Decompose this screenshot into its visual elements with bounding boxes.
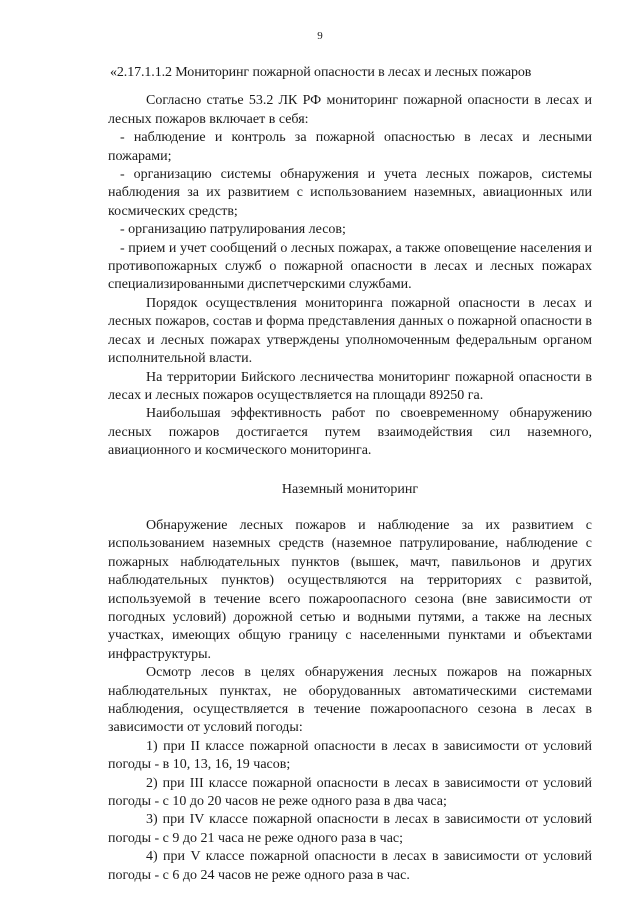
paragraph-area: На территории Бийского лесничества мониторинг пожарной опасности в лесах и лесных пожаров осуществляется на площади 89250 га. bbox=[108, 369, 592, 403]
subheading-ground-monitoring: Наземный мониторинг bbox=[281, 481, 419, 497]
paragraph-efficiency: Наибольшая эффективность работ по своевременному обнаружению лесных пожаров достигается путем взаимодействия сил наземного, авиационного и космического мониторинга. bbox=[108, 406, 592, 459]
class-item: 1) при II классе пожарной опасности в лесах в зависимости от условий погоды - в 10, 13, 16, 19 часов; bbox=[108, 738, 592, 773]
intro-paragraph: Согласно статье 53.2 ЛК РФ мониторинг пожарной опасности в лесах и лесных пожаров включает в себя: bbox=[108, 93, 592, 127]
paragraph-inspection: Осмотр лесов в целях обнаружения лесных пожаров на пожарных наблюдательных пунктах, не оборудованных автоматическими системами наблюдения, осуществляется в течение пожароопасного сезона в лесах в зависимости от условий погоды: bbox=[108, 665, 592, 736]
class-item: 4) при V классе пожарной опасности в лесах в зависимости от условий погоды - с 6 до 24 часов не реже одного раза в час. bbox=[108, 849, 592, 883]
list-item: - наблюдение и контроль за пожарной опасностью в лесах и лесными пожарами; bbox=[108, 130, 592, 164]
list-item: - организацию патрулирования лесов; bbox=[120, 222, 346, 238]
list-item: - прием и учет сообщений о лесных пожарах, а также оповещение населения и противопожарных служб о пожарной опасности в лесах и лесных пожарах специализированными диспетчерскими службами. bbox=[108, 240, 592, 293]
section-title: «2.17.1.1.2 Мониторинг пожарной опасности в лесах и лесных пожаров bbox=[110, 65, 532, 80]
class-item: 2) при III классе пожарной опасности в лесах в зависимости от условий погоды - с 10 до 20 часов не реже одного раза в два часа; bbox=[108, 775, 592, 810]
paragraph-procedure: Порядок осуществления мониторинга пожарной опасности в лесах и лесных пожаров, состав и форма представления данных о пожарной опасности в лесах и лесных пожарах утверждены уполномоченным федеральным органом исполнительной власти. bbox=[108, 295, 592, 367]
paragraph-ground-detection: Обнаружение лесных пожаров и наблюдение за их развитием с использованием наземных средств (наземное патрулирование, наблюдение с пожарных наблюдательных пунктов (вышек, мачт, павильонов и других наблюдательных пунктов) осуществляются на территориях с развитой, используемой в течение всего пожароопасного сезона (вне зависимости от погодных условий) дорожной сетью и водными путями, а также на лесных участках, имеющих общую границу с населенными пунктами и объектами инфраструктуры. bbox=[108, 517, 592, 662]
document-body bbox=[108, 64, 592, 885]
class-item: 3) при IV классе пожарной опасности в лесах в зависимости от условий погоды - с 9 до 21 часа не реже одного раза в час; bbox=[108, 812, 592, 846]
page-number: 9 bbox=[317, 30, 323, 42]
list-item: - организацию системы обнаружения и учета лесных пожаров, системы наблюдения за их развитием с использованием наземных, авиационных или космических средств; bbox=[108, 167, 592, 219]
